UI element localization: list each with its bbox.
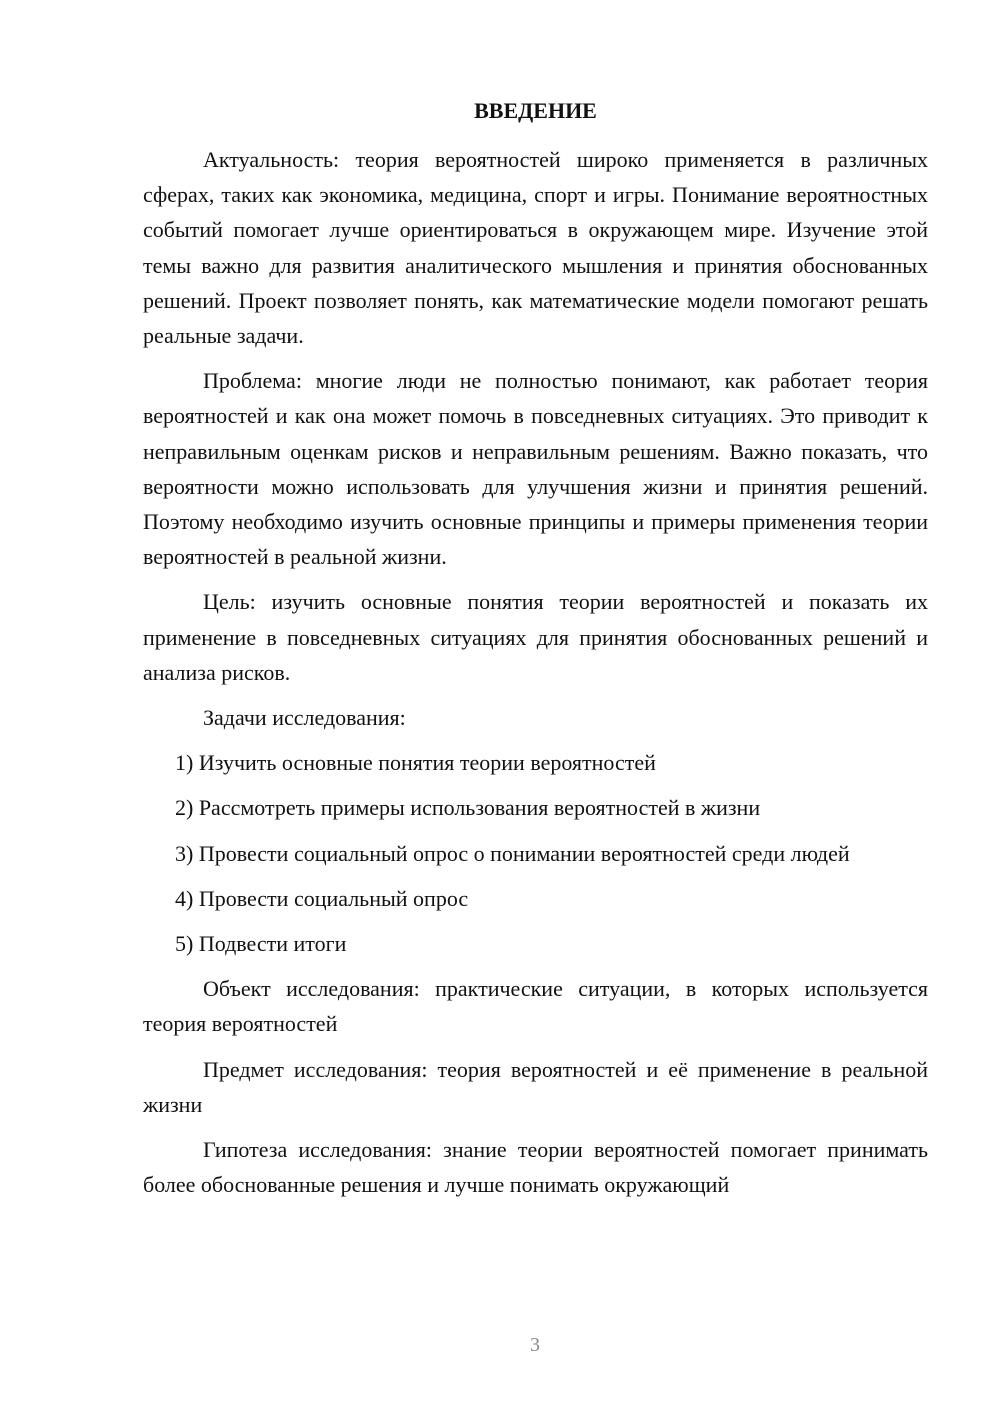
paragraph-object: Объект исследования: практические ситуации, в которых используется теория вероятностей bbox=[143, 976, 928, 1037]
task-item: 4) Провести социальный опрос bbox=[175, 885, 469, 911]
task-item: 3) Провести социальный опрос о понимании вероятностей среди людей bbox=[175, 840, 850, 866]
paragraph-problem: Проблема: многие люди не полностью понимают, как работает теория вероятностей и как она может помочь в повседневных ситуациях. Это приводит к неправильным оценкам рисков и неправильным решениям. Важно показать, что вероятности можно использовать для улучшения жизни и принятия решений. Поэтому необходимо изучить основные принципы и примеры применения теории вероятностей в реальной жизни. bbox=[143, 368, 928, 570]
paragraph-tasks-heading: Задачи исследования: bbox=[203, 705, 406, 731]
page-number: 3 bbox=[530, 1334, 540, 1356]
paragraph-subject: Предмет исследования: теория вероятностей и её применение в реальной жизни bbox=[143, 1056, 928, 1117]
paragraph-goal: Цель: изучить основные понятия теории вероятностей и показать их применение в повседневных ситуациях для принятия обоснованных решений и анализа рисков. bbox=[143, 589, 928, 685]
section-title: ВВЕДЕНИЕ bbox=[474, 98, 597, 123]
paragraph-hypothesis: Гипотеза исследования: знание теории вероятностей помогает принимать более обоснованные решения и лучше понимать окружающий bbox=[143, 1137, 928, 1198]
task-item: 1) Изучить основные понятия теории вероятностей bbox=[175, 750, 656, 776]
paragraph-relevance: Актуальность: теория вероятностей широко применяется в различных сферах, таких как экономика, медицина, спорт и игры. Понимание вероятностных событий помогает лучше ориентироваться в окружающем мире. Изучение этой темы важно для развития аналитического мышления и принятия обоснованных решений. Проект позволяет понять, как математические модели помогают решать реальные задачи. bbox=[143, 147, 928, 349]
task-item: 5) Подвести итоги bbox=[175, 931, 347, 957]
page-content bbox=[143, 90, 928, 1212]
task-item: 2) Рассмотреть примеры использования вероятностей в жизни bbox=[175, 795, 761, 821]
